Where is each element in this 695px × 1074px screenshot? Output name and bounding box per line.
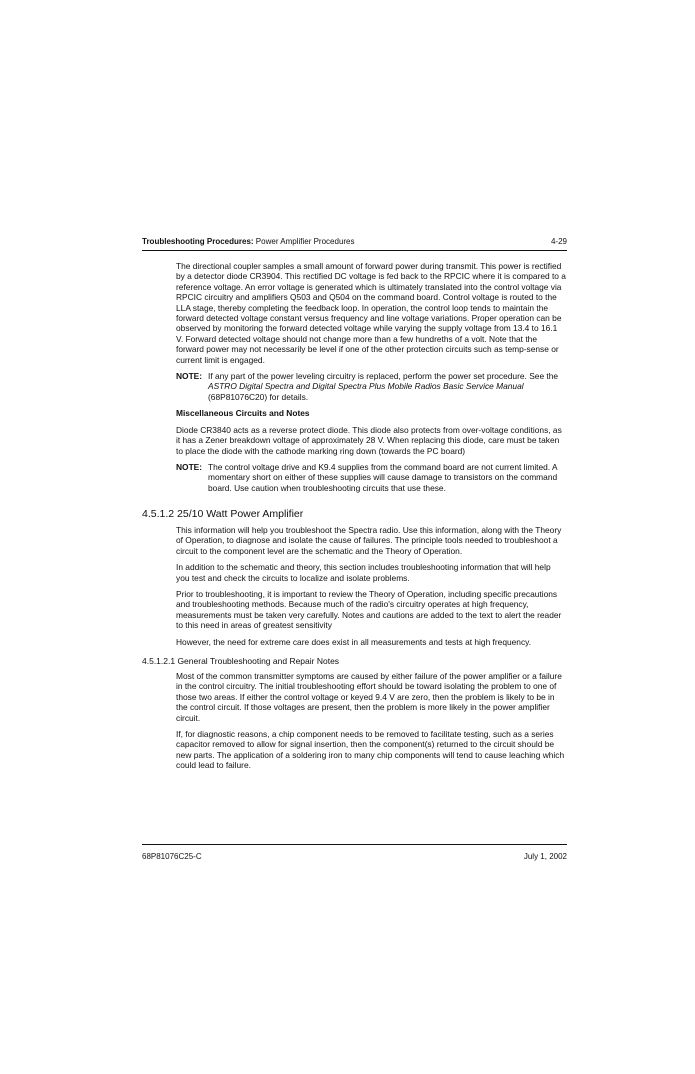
note-power-set [176,371,566,402]
header-page-number: 4-29 [550,237,567,246]
heading-4512: 4.5.1.2 25/10 Watt Power Amplifier [142,508,304,520]
paragraph: However, the need for extreme care does exist in all measurements and tests at high frequency. [176,636,532,647]
paragraph-reverse-protect-diode: Diode CR3840 acts as a reverse protect diode. This diode also protects from over-voltage conditions, as it has a Zener breakdown voltage of approximately 28 V. When replacing this diode, care must be taken to place the diode with the cathode marking ring down (towards the PC board) [176,424,562,456]
note-text-part: (68P81076C20) for details. [208,391,309,402]
note-label: NOTE: [176,461,203,472]
footer-rule [142,844,567,845]
note-current-limited [176,462,566,493]
subheading-misc-circuits: Miscellaneous Circuits and Notes [176,408,310,419]
header-rule [142,250,567,251]
power-leveling-block [176,261,566,499]
footer-date: July 1, 2002 [523,852,567,861]
heading-45121: 4.5.1.2.1 General Troubleshooting and Repair Notes [142,656,340,666]
paragraph: In addition to the schematic and theory, this section includes troubleshooting information that will help you test and check the circuits to localize and isolate problems. [176,562,551,583]
footer-doc-number: 68P81076C25-C [142,852,202,861]
note-text: The control voltage drive and K9.4 supplies from the command board are not current limited. A momentary short on either of these supplies will cause damage to transistors on the command board. Use caution when troubleshooting circuits that use these. [208,461,558,493]
paragraph: This information will help you troubleshoot the Spectra radio. Use this information, along with the Theory of Operation, to diagnose and isolate the cause of failures. The principle tools needed to troubleshoot a circuit to the component level are the schematic and the Theory of Operation. [176,525,562,556]
running-footer [142,852,567,861]
paragraph: Prior to troubleshooting, it is important to review the Theory of Operation, including specific precautions and troubleshooting methods. Because much of the radio's circuitry operates at high frequency, measurements must be taken very carefully. Notes and cautions are added to the text to alert the reader to this need in areas of greatest sensitivity [176,589,562,631]
section-45121-body [176,671,566,777]
paragraph-directional-coupler: The directional coupler samples a small amount of forward power during transmit. This power is rectified by a detector diode CR3904. This rectified DC voltage is fed back to the RPCIC where it is compared to a reference voltage. An error voltage is generated which is ultimately translated into the control voltage via RPCIC circuitry and amplifiers Q503 and Q504 on the command board. Control voltage is routed to the LLA stage, thereby completing the feedback loop. In operation, the control loop tends to maintain the forward detected voltage constant versus frequency and line voltage variations. Proper operation can be observed by monitoring the forward detected voltage while varying the supply voltage from 13.4 to 16.1 V. Forward detected voltage should not change more than a few hundreths of a volt. Note that the forward power may not necessarily be level if one of the other protection circuits such as temp-sense or current limit is engaged. [176,261,566,365]
note-text [208,371,566,402]
paragraph: If, for diagnostic reasons, a chip component needs to be removed to facilitate testing, such as a series capacitor removed to allow for signal insertion, then the component(s) returned to the circuit should be new parts. The application of a soldering iron to many chip components will tend to cause leaching which could lead to failure. [176,729,565,771]
running-header [142,237,567,246]
paragraph: Most of the common transmitter symptoms are caused by either failure of the power amplifier or a failure in the control circuitry. The initial troubleshooting effort should be toward isolating the problem to one of those two areas. If either the control voltage or keyed 9.4 V are zero, then the problem is likely to be in the control circuit. If those voltages are present, then the problem is more likely in the power amplifier circuit. [176,671,562,723]
section-4512-body [176,525,566,653]
note-text-part: If any part of the power leveling circuitry is replaced, perform the power set procedure. See the [208,371,559,382]
header-section-rest: Power Amplifier Procedures [253,237,355,246]
note-label: NOTE: [176,371,203,382]
header-section-title [142,237,355,246]
manual-title-reference: ASTRO Digital Spectra and Digital Spectra Plus Mobile Radios Basic Service Manual [208,381,524,392]
header-section-bold: Troubleshooting Procedures: [142,237,254,246]
